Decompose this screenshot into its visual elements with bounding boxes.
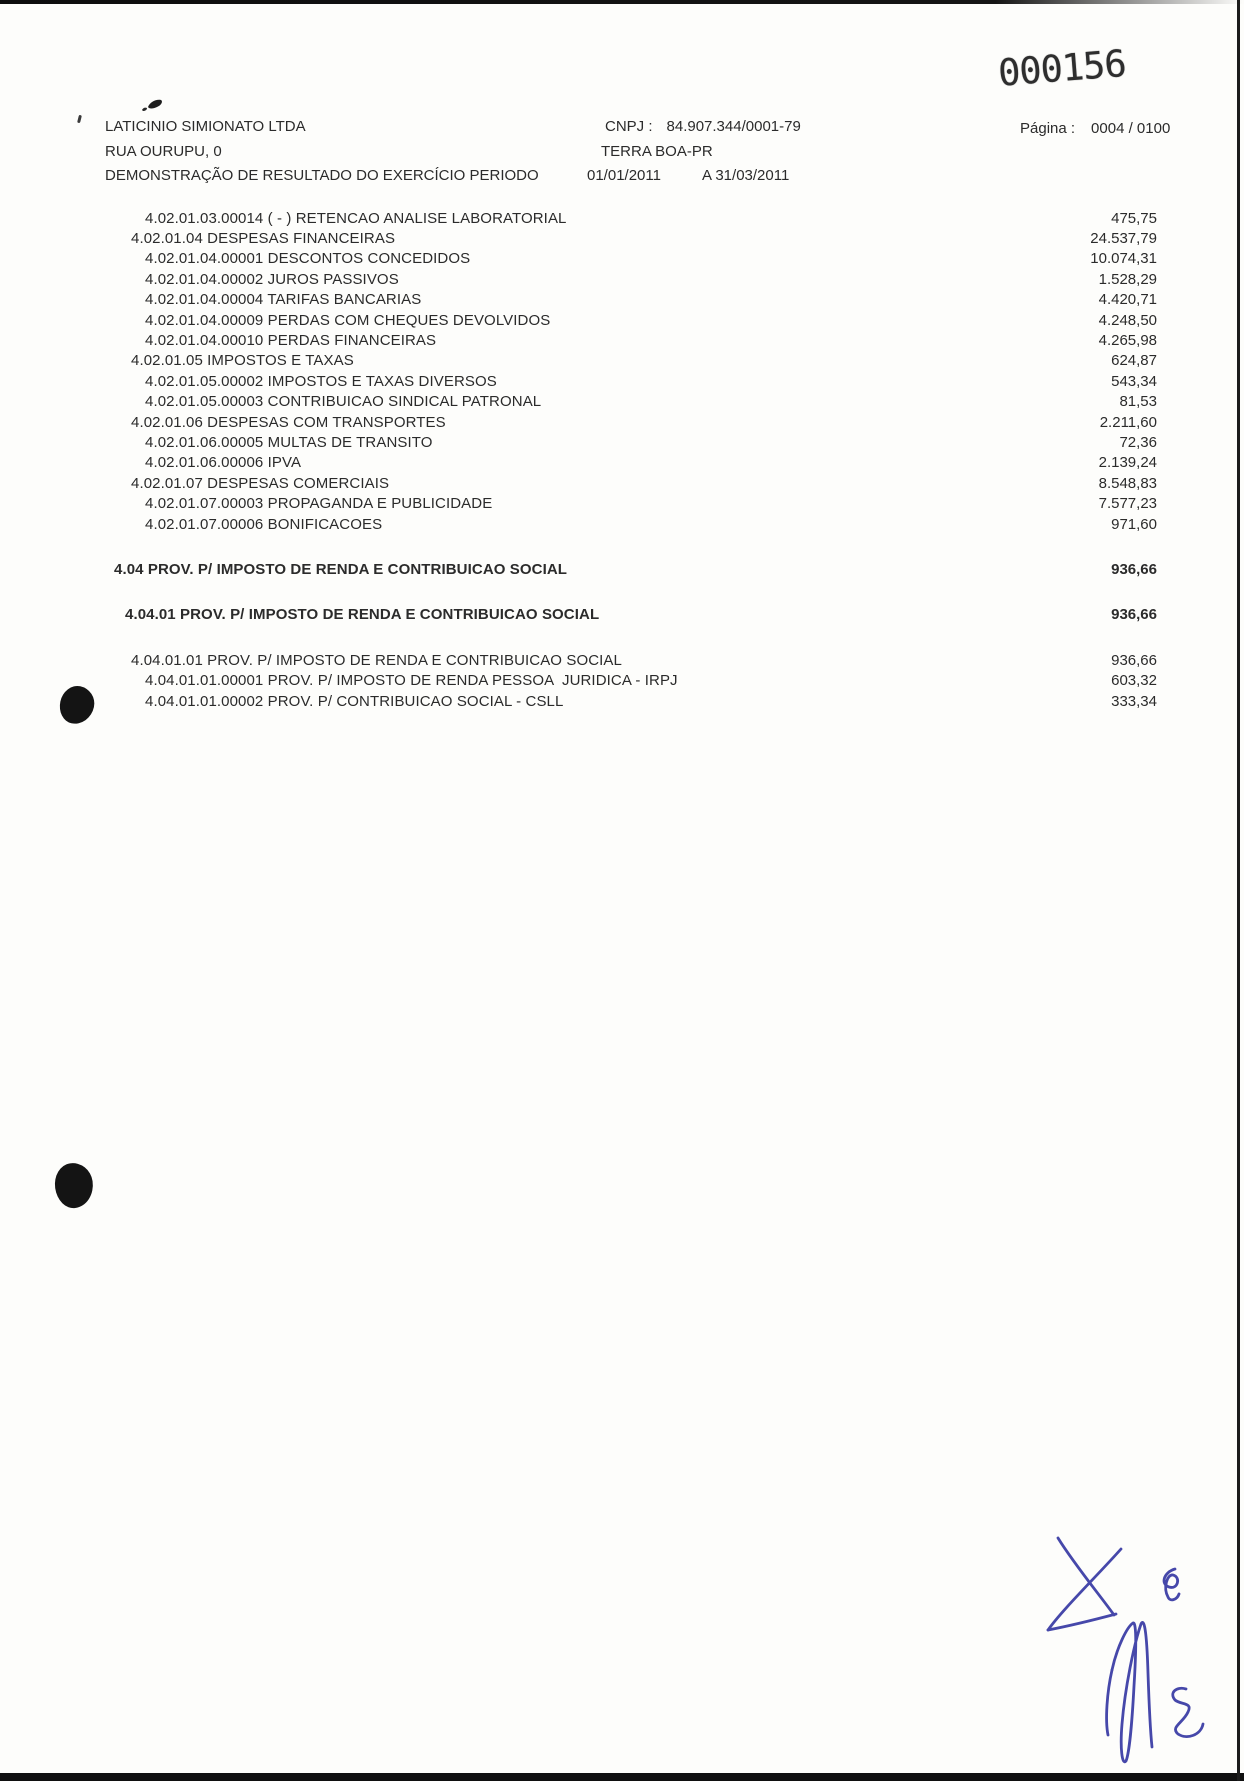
account-code-and-label: 4.02.01.07.00006 BONIFICACOES: [145, 515, 383, 533]
account-amount: 936,66: [1111, 651, 1157, 669]
account-row: [105, 351, 1157, 371]
company-city: TERRA BOA-PR: [601, 143, 713, 160]
page-number-value: 0004 / 0100: [1091, 120, 1171, 137]
account-row: [105, 432, 1157, 452]
account-code-and-label: 4.02.01.06.00005 MULTAS DE TRANSITO: [145, 433, 433, 451]
account-amount: 2.211,60: [1099, 413, 1157, 431]
account-amount: 603,32: [1111, 672, 1157, 690]
page-stamp-number: 000156: [996, 41, 1128, 95]
account-code-and-label: 4.02.01.04 DESPESAS FINANCEIRAS: [131, 230, 396, 248]
account-amount: 81,53: [1119, 393, 1157, 411]
account-code-and-label: 4.04.01.01.00001 PROV. P/ IMPOSTO DE RENDA PESSOA JURIDICA - IRPJ: [145, 672, 678, 690]
period-end-date: A 31/03/2011: [702, 167, 790, 184]
account-code-and-label: 4.04.01.01 PROV. P/ IMPOSTO DE RENDA E CONTRIBUICAO SOCIAL: [131, 651, 622, 669]
account-code-and-label: 4.02.01.05.00002 IMPOSTOS E TAXAS DIVERSOS: [145, 372, 497, 390]
account-code-and-label: 4.02.01.07 DESPESAS COMERCIAIS: [131, 474, 390, 492]
report-rows: [105, 208, 1157, 711]
account-row: [105, 691, 1157, 711]
account-amount: 7.577,23: [1098, 495, 1157, 513]
account-row: [105, 290, 1157, 310]
account-row: [105, 559, 1157, 579]
account-row: [105, 650, 1157, 670]
page-number-label: Página :: [1020, 120, 1076, 137]
account-amount: 72,36: [1119, 433, 1157, 451]
account-amount: 24.537,79: [1090, 230, 1157, 248]
account-code-and-label: 4.04.01 PROV. P/ IMPOSTO DE RENDA E CONTRIBUICAO SOCIAL: [125, 606, 600, 624]
account-amount: 4.248,50: [1098, 311, 1157, 329]
account-code-and-label: 4.02.01.05 IMPOSTOS E TAXAS: [131, 352, 354, 370]
account-row: [105, 453, 1157, 473]
account-code-and-label: 4.02.01.06 DESPESAS COM TRANSPORTES: [131, 413, 446, 431]
signature-scribble: [850, 1528, 1244, 1781]
account-row: [105, 371, 1157, 391]
account-row: [105, 330, 1157, 350]
report-title: DEMONSTRAÇÃO DE RESULTADO DO EXERCÍCIO PERIODO: [105, 167, 539, 184]
account-row: [105, 493, 1157, 513]
account-code-and-label: 4.02.01.04.00010 PERDAS FINANCEIRAS: [145, 332, 437, 350]
scribble-x-stroke-2: [1048, 1549, 1121, 1630]
cnpj-label: CNPJ :: [605, 118, 653, 135]
account-row: [105, 310, 1157, 330]
scribble-96: [1164, 1569, 1179, 1600]
scan-edge-right: [1237, 0, 1240, 1781]
account-amount: 333,34: [1111, 692, 1157, 710]
ink-smudge-mark: [141, 97, 167, 113]
account-amount: 936,66: [1111, 606, 1157, 624]
account-amount: 2.139,24: [1098, 454, 1157, 472]
account-amount: 8.548,83: [1098, 474, 1157, 492]
account-amount: 1.528,29: [1098, 270, 1157, 288]
account-code-and-label: 4.02.01.05.00003 CONTRIBUICAO SINDICAL PATRONAL: [145, 393, 542, 411]
scribble-curly-3: [1173, 1688, 1203, 1736]
company-name: LATICINIO SIMIONATO LTDA: [105, 118, 306, 135]
scan-edge-top: [0, 0, 1244, 4]
account-amount: 624,87: [1111, 352, 1157, 370]
scribble-m-strokes: [1112, 1622, 1152, 1761]
account-row: [105, 269, 1157, 289]
account-amount: 971,60: [1111, 515, 1157, 533]
hole-punch-mark-upper: [56, 683, 97, 727]
cnpj-field: [605, 118, 801, 135]
account-row: [105, 392, 1157, 412]
scribble-y-descender: [1107, 1670, 1112, 1735]
scribble-x-stroke-1: [1058, 1538, 1114, 1615]
account-row: [105, 473, 1157, 493]
account-code-and-label: 4.02.01.04.00002 JUROS PASSIVOS: [145, 270, 399, 288]
period-start-date: 01/01/2011: [587, 167, 661, 184]
account-row: [105, 514, 1157, 534]
company-address: RUA OURUPU, 0: [105, 143, 222, 160]
account-row: [105, 670, 1157, 690]
account-amount: 4.420,71: [1098, 291, 1157, 309]
cnpj-value: 84.907.344/0001-79: [666, 118, 801, 135]
account-amount: 936,66: [1111, 560, 1157, 578]
ink-tick-mark: [77, 115, 82, 123]
account-amount: 4.265,98: [1098, 332, 1157, 350]
page-number-field: [1020, 120, 1170, 137]
account-amount: 475,75: [1111, 209, 1157, 227]
account-code-and-label: 4.02.01.03.00014 ( - ) RETENCAO ANALISE LABORATORIAL: [145, 209, 567, 227]
account-code-and-label: 4.04 PROV. P/ IMPOSTO DE RENDA E CONTRIBUICAO SOCIAL: [114, 560, 568, 578]
account-code-and-label: 4.02.01.07.00003 PROPAGANDA E PUBLICIDADE: [145, 495, 493, 513]
account-code-and-label: 4.02.01.04.00009 PERDAS COM CHEQUES DEVOLVIDOS: [145, 311, 551, 329]
account-row: [105, 249, 1157, 269]
account-row: [105, 605, 1157, 625]
hole-punch-mark-lower: [52, 1161, 96, 1211]
account-code-and-label: 4.02.01.04.00001 DESCONTOS CONCEDIDOS: [145, 250, 471, 268]
account-code-and-label: 4.02.01.04.00004 TARIFAS BANCARIAS: [145, 291, 422, 309]
account-code-and-label: 4.04.01.01.00002 PROV. P/ CONTRIBUICAO SOCIAL - CSLL: [145, 692, 564, 710]
account-row: [105, 228, 1157, 248]
account-amount: 10.074,31: [1090, 250, 1157, 268]
account-code-and-label: 4.02.01.06.00006 IPVA: [145, 454, 302, 472]
account-row: [105, 412, 1157, 432]
account-amount: 543,34: [1111, 372, 1157, 390]
account-row: [105, 208, 1157, 228]
